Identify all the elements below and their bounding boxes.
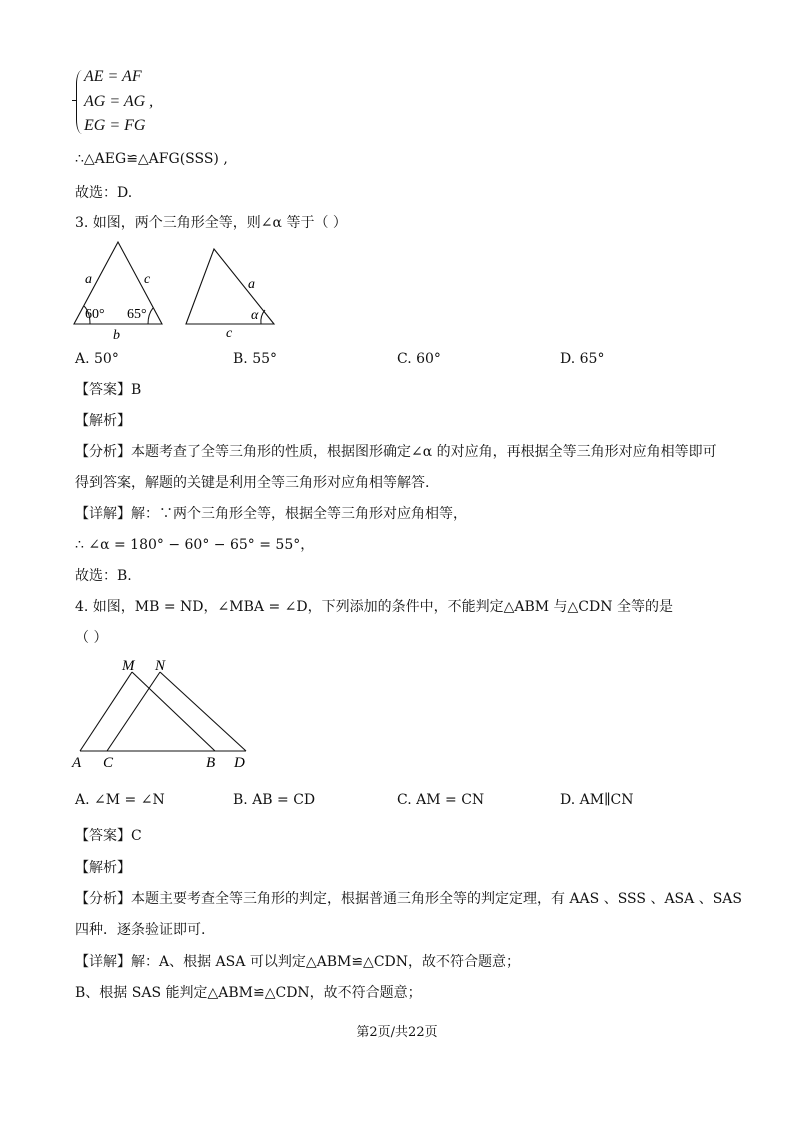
q4-option-a: A. ∠M = ∠N [75,792,165,808]
q2-conclusion: ∴△AEG≌△AFG(SSS) , [75,151,228,167]
q4-analysis-head: 【解析】 [75,860,131,876]
q4-option-b: B. AB = CD [233,792,316,808]
q4-option-d: D. AM∥CN [560,792,634,808]
q3-option-d: D. 65° [560,351,605,367]
brace [76,70,83,134]
q4-stem-2: （ ） [75,630,108,646]
triangle-2 [186,249,274,324]
q4-detail-2: B、根据 SAS 能判定△ABM≌△CDN，故不符合题意； [75,985,422,1001]
q4-figure [66,656,266,774]
q3-analysis-1: 【分析】本题考查了全等三角形的性质，根据图形确定∠α 的对应角，再根据全等三角形对应角相等即可 [75,444,717,460]
equation-line-1: AE = AF [84,68,142,85]
label-a: A [72,755,82,771]
tri2-alpha: α [251,308,259,323]
angle-arc-65 [148,308,153,324]
q3-option-a: A. 50° [75,351,119,367]
q3-answer: 【答案】B [75,382,142,398]
tri1-side-a: a [85,272,92,287]
q3-analysis-2: 得到答案，解题的关键是利用全等三角形对应角相等解答. [75,475,430,491]
equation-line-3: EG = FG [84,117,146,134]
q3-detail-2: ∴ ∠α = 180° − 60° − 65° = 55°， [75,537,315,553]
q3-figure [68,236,288,344]
label-c: C [103,755,114,771]
q4-answer: 【答案】C [75,828,142,844]
label-d: D [234,755,245,771]
label-b: B [206,755,216,771]
tri1-side-b: b [113,328,120,343]
tri1-angle-right: 65° [127,307,147,322]
q4-option-c: C. AM = CN [397,792,485,808]
q4-detail-1: 【详解】解：A、根据 ASA 可以判定△ABM≌△CDN，故不符合题意； [75,954,521,970]
q3-stem: 3. 如图，两个三角形全等，则∠α 等于（ ） [75,215,347,231]
tri1-angle-left: 60° [85,307,105,322]
segment-cn [107,672,160,751]
equation-line-2: AG = AG , [84,93,154,110]
q2-answer-line: 故选：D. [75,185,133,201]
q3-analysis-head: 【解析】 [75,413,131,429]
tri2-side-c: c [226,326,233,341]
label-n: N [155,658,166,674]
q4-stem: 4. 如图，MB = ND，∠MBA = ∠D，下列添加的条件中，不能判定△ABM 与△CDN 全等的是 [75,599,673,615]
tri1-side-c: c [144,272,151,287]
q3-choose: 故选：B. [75,568,132,584]
q4-analysis-1: 【分析】本题主要考查全等三角形的判定，根据普通三角形全等的判定定理，有 AAS 、SSS 、ASA 、SAS [75,891,742,907]
q3-option-b: B. 55° [233,351,278,367]
segment-am [80,672,132,751]
brace-tip [72,100,77,101]
page-footer: 第2页/共22页 [356,1025,438,1040]
label-m: M [122,658,135,674]
q3-option-c: C. 60° [397,351,441,367]
tri2-side-a: a [248,277,255,292]
q3-detail-1: 【详解】解：∵两个三角形全等，根据全等三角形对应角相等， [75,506,467,522]
q4-analysis-2: 四种．逐条验证即可. [75,922,206,938]
